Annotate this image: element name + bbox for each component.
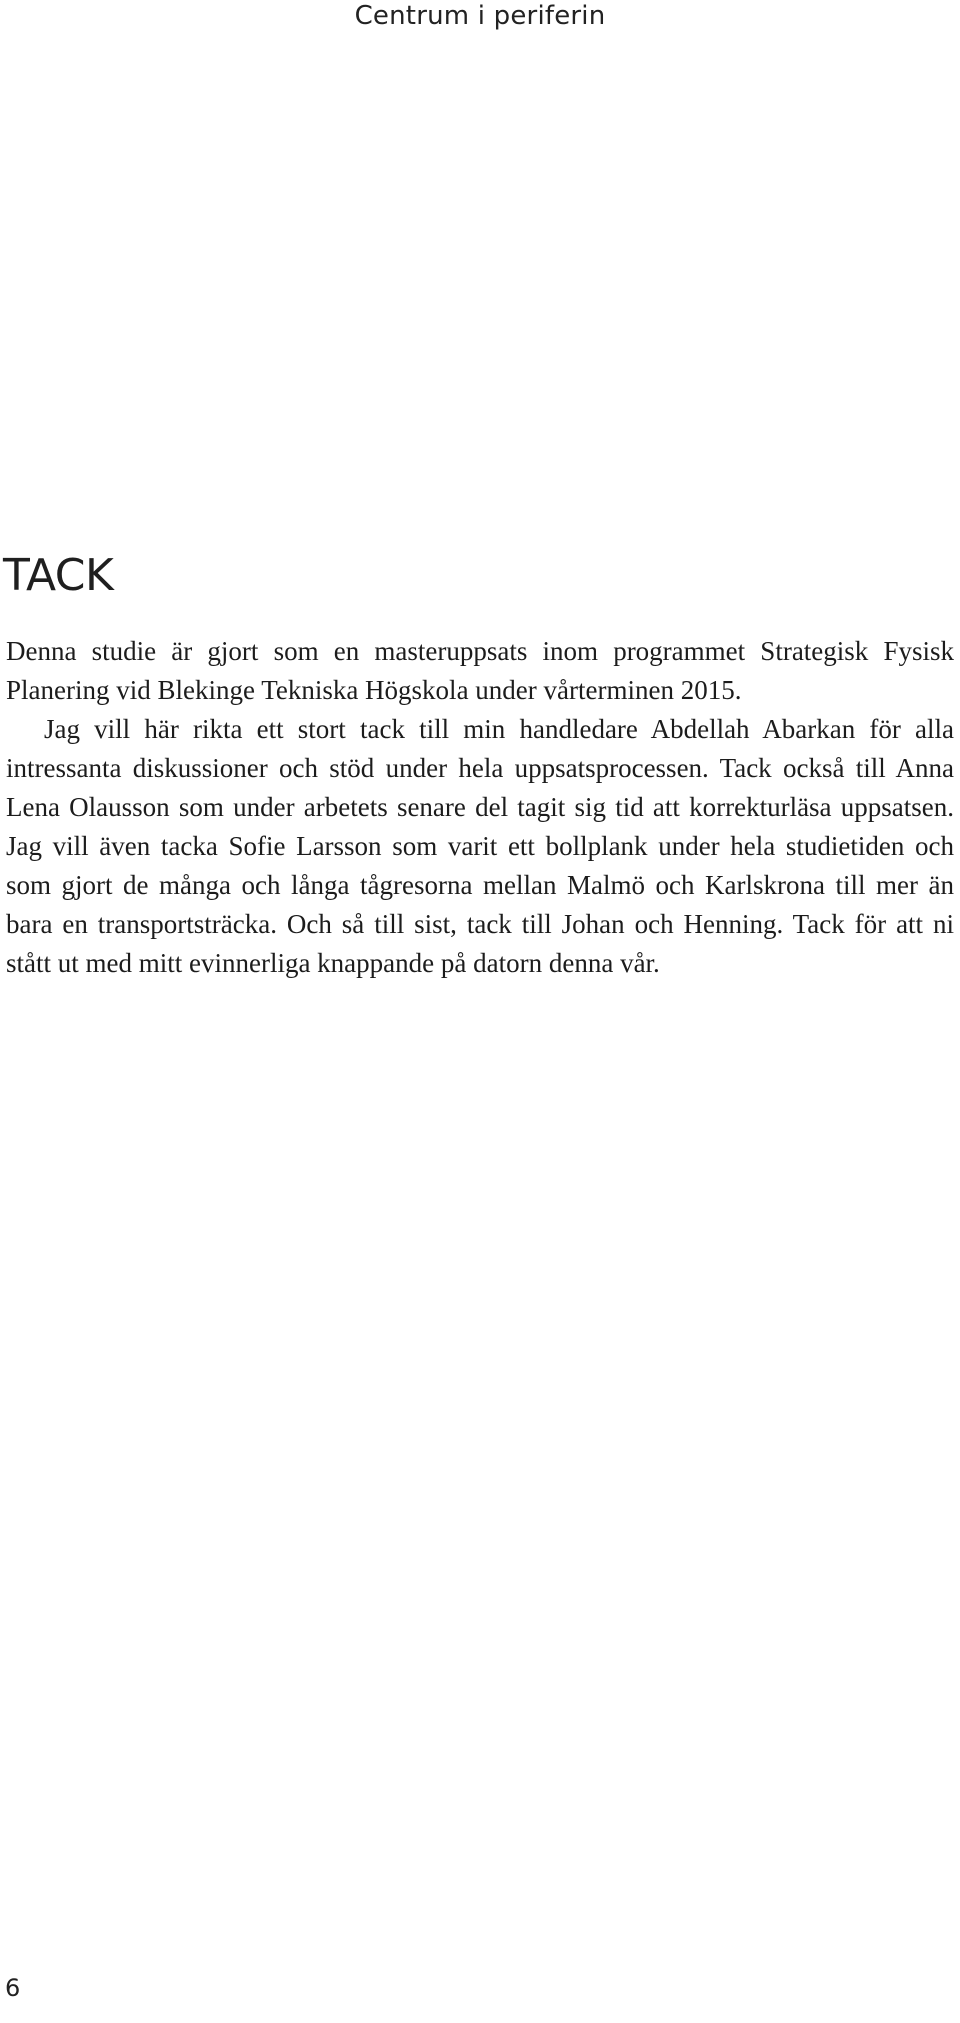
paragraph-intro: Denna studie är gjort som en masteruppsats inom programmet Strategisk Fysisk Planering vid Blekinge Tekniska Högskola under vårterminen 2015. <box>6 636 954 705</box>
section-heading: TACK <box>3 550 114 601</box>
paragraph-thanks: Jag vill här rikta ett stort tack till min handledare Abdellah Abarkan för alla intressanta diskussioner och stöd under hela uppsatsprocessen. Tack också till Anna Lena Olausson som under arbetets senare del tagit sig tid att korrekturläsa uppsatsen. Jag vill även tacka Sofie Larsson som varit ett bollplank under hela studietiden och som gjort de många och långa tågresorna mellan Malmö och Karlskrona till mer än bara en transportsträcka. Och så till sist, tack till Johan och Henning. Tack för att ni stått ut med mitt evinnerliga knappande på datorn denna vår. <box>6 714 954 978</box>
page-number: 6 <box>5 1974 21 2002</box>
running-header: Centrum i periferin <box>354 1 606 31</box>
body-text <box>6 632 954 983</box>
